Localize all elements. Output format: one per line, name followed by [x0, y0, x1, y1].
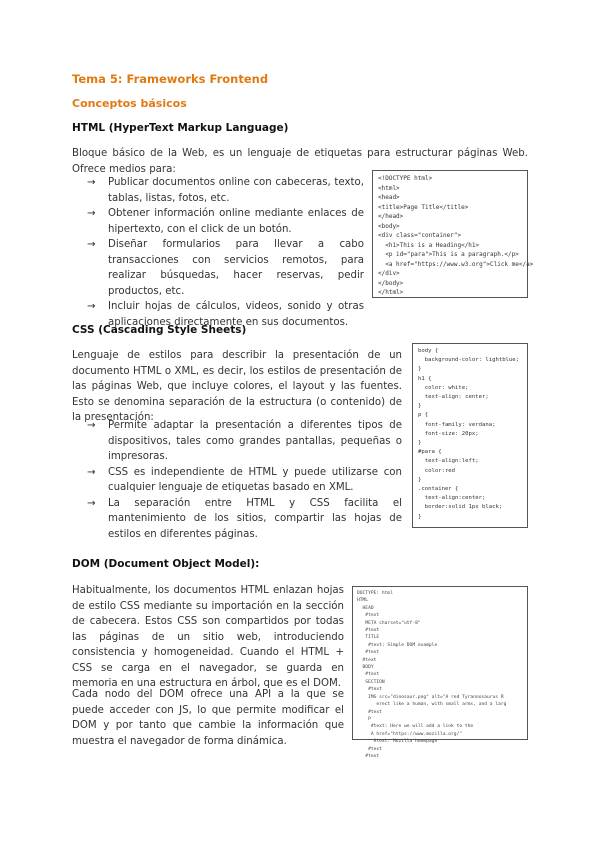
tree-node: HEAD [357, 605, 374, 611]
code-line: } [418, 513, 422, 520]
bullet-text: Incluir hojas de cálculos, videos, sonido y otras aplicaciones directamente en sus documentos. [108, 301, 364, 328]
dom-paragraph-1: Habitualmente, los documentos HTML enlazan hojas de estilo CSS mediante su importación en la sección de cabecera. Estos CSS son compartidos por todas las páginas de un sitio web, introduciendo consistencia y homogeneidad. Cuando el HTML + CSS se carga en el navegador, se guarda en memoria en una estructura en árbol, que es el DOM. [72, 585, 344, 689]
code-line: border:solid 1px black; [418, 504, 503, 511]
code-line: </div> [378, 270, 400, 277]
tree-node: A href="https://www.mozilla.org/" [357, 731, 463, 737]
arrow-icon: → [87, 208, 96, 219]
tree-node: #text [357, 746, 382, 752]
code-line: } [418, 366, 422, 373]
code-line: font-size: 20px; [418, 430, 479, 437]
code-line: <title>Page Title</title> [378, 203, 469, 211]
code-line: p { [418, 412, 429, 419]
code-line: } [418, 440, 422, 447]
bullet-item [72, 496, 402, 543]
tree-node: TITLE [357, 635, 380, 641]
tree-node: #text: Simple DOM example [357, 642, 438, 648]
dom-paragraph-2: Cada nodo del DOM ofrece una API a la que se puede acceder con JS, lo que permite modificar el DOM y por tanto que cambie la información que muestra el navegador de forma dinámica. [72, 689, 344, 747]
tree-node: IMG src="dinosaur.png" alt="A red Tyrannosaurus R [357, 694, 504, 700]
code-line: body { [418, 348, 439, 354]
bullet-text: Publicar documentos online con cabeceras, texto, tablas, listas, fotos, etc. [108, 177, 364, 204]
bullet-item [72, 418, 402, 465]
tree-node: HTML [357, 598, 369, 604]
bullet-text: Permite adaptar la presentación a diferentes tipos de dispositivos, tales como grandes pantallas, pequeñas o impresoras. [108, 420, 402, 462]
section-subtitle: Conceptos básicos [72, 97, 187, 110]
code-line: text-align: center; [418, 394, 489, 401]
arrow-icon: → [87, 177, 96, 188]
arrow-icon: → [87, 466, 96, 478]
code-line: <div class="container"> [378, 232, 462, 239]
code-line: text-align:left; [418, 458, 479, 465]
code-line: <!DOCTYPE html> [378, 175, 433, 182]
code-line: <html> [378, 184, 400, 192]
code-line: </head> [378, 213, 404, 220]
bullet-text: La separación entre HTML y CSS facilita el mantenimiento de los sitios, compartir las hojas de estilos en diferentes páginas. [108, 497, 402, 540]
css-heading: CSS (Cascading Style Sheets) [72, 324, 247, 336]
tree-node: DOCTYPE: html [357, 591, 393, 596]
tree-node: #text [357, 753, 380, 759]
code-line: color: white; [418, 384, 469, 391]
code-line: color:red [418, 467, 456, 474]
code-line: </body> [378, 279, 404, 287]
code-line: background-color: lightblue; [418, 357, 520, 364]
arrow-icon: → [87, 497, 96, 509]
tree-node: BODY [357, 665, 374, 671]
html-code-sample [372, 170, 534, 298]
tree-node: #text [357, 687, 382, 693]
dom-heading: DOM (Document Object Model): [72, 558, 260, 570]
tree-node: SECTION [357, 679, 385, 685]
code-line: <p id="para">This is a paragraph.</p> [378, 251, 519, 258]
code-line: } [418, 403, 422, 410]
code-line: h1 { [418, 375, 432, 382]
code-line: <a href="https://www.w3.org">Click me</a> [378, 260, 534, 268]
bullet-item [72, 237, 364, 299]
code-line: } [418, 476, 422, 483]
code-line: #para { [418, 449, 442, 456]
css-code-sample [412, 343, 528, 528]
html-bullet-list [72, 175, 364, 330]
code-line: </html> [378, 289, 404, 296]
code-line: text-align:center; [418, 495, 486, 502]
code-line: <body> [378, 222, 400, 230]
tree-node: #text [357, 628, 380, 634]
tree-node: #text [357, 650, 380, 656]
tree-node: erect like a human, with small arms, and a larg [357, 702, 507, 708]
bullet-item [72, 175, 364, 206]
bullet-text: CSS es independiente de HTML y puede utilizarse con cualquier lenguaje de etiquetas basado en XML. [108, 466, 402, 493]
arrow-icon: → [87, 301, 96, 312]
arrow-icon: → [87, 239, 96, 250]
page-title: Tema 5: Frameworks Frontend [72, 72, 269, 86]
tree-node: #text [357, 709, 382, 715]
tree-node: #text: Here we will add a link to the [357, 724, 474, 730]
bullet-item [72, 465, 402, 496]
code-line: <head> [378, 194, 400, 201]
bullet-text: Diseñar formularios para llevar a cabo transacciones con servicios remotos, para realizar búsquedas, hacer reservas, pedir productos, etc. [108, 239, 364, 297]
bullet-text: Obtener información online mediante enlaces de hipertexto, con el click de un botón. [108, 208, 364, 235]
code-line: font-family: verdana; [418, 421, 496, 428]
tree-node: #text [357, 672, 380, 678]
tree-node: #text [357, 613, 380, 619]
css-bullet-list [72, 418, 402, 542]
code-line: <h1>This is a Heading</h1> [378, 241, 480, 249]
dom-tree-diagram [352, 586, 528, 759]
html-heading: HTML (HyperText Markup Language) [72, 122, 289, 134]
html-intro: Bloque básico de la Web, es un lenguaje de etiquetas para estructurar páginas Web. Ofrece medios para: [72, 148, 528, 175]
arrow-icon: → [87, 420, 96, 431]
css-intro: Lenguaje de estilos para describir la presentación de un documento HTML o XML, es decir, los estilos de presentación de las páginas Web, que incluye colores, el layout y las fuentes. Esto se denomina separación de la estructura (o contenido) de la presentación: [72, 350, 402, 423]
tree-node: #text: Mozilla homepage [357, 739, 438, 745]
tree-node: META charset="utf-8" [357, 620, 421, 626]
tree-node: #text [357, 657, 377, 663]
code-line: .container { [418, 486, 459, 493]
bullet-item [72, 206, 364, 237]
tree-node: P [357, 716, 371, 722]
